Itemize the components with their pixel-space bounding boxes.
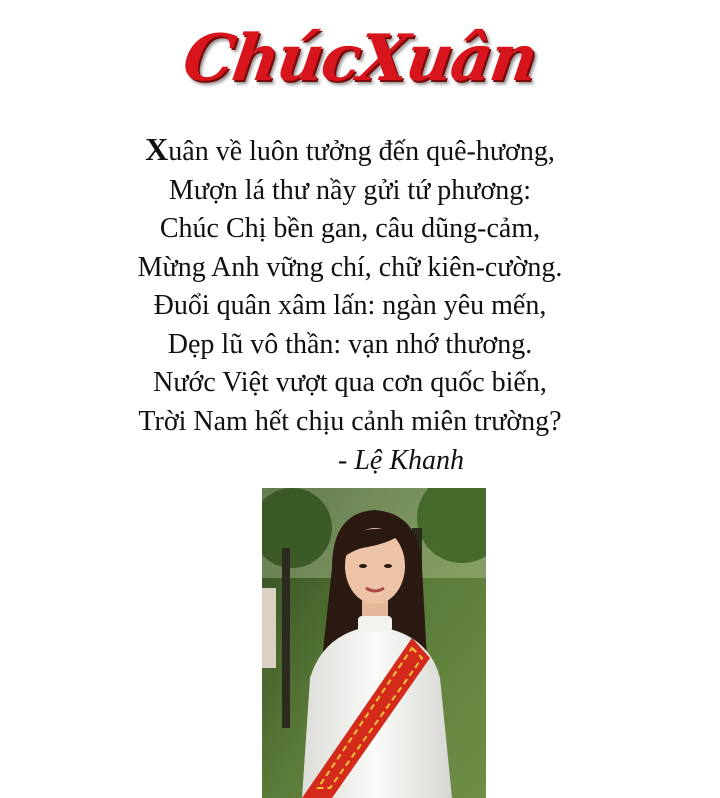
title-logo: ChúcXuân [179,21,541,96]
drop-cap: X [145,131,169,167]
poem-line: Trời Nam hết chịu cảnh miên trường? [138,405,562,437]
poem-line-text: uân về luôn tưởng đến quê-hương, [168,136,555,167]
poem-line: Nước Việt vượt qua cơn quốc biến, [153,367,547,398]
portrait-photo [262,488,486,798]
poem-line: Chúc Chị bền gan, câu dũng-cảm, [159,213,541,244]
author-name: Lệ Khanh [354,445,465,476]
author-dash: - [338,445,355,476]
poem-author [338,443,464,479]
poem [0,130,700,441]
poem-line: Mừng Anh vững chí, chữ kiên-cường. [137,251,563,283]
poem-line: Đuổi quân xâm lấn: ngàn yêu mến, [153,290,547,321]
poem-line: Mượn lá thư nầy gửi tứ phương: [168,174,532,206]
poem-line: Dẹp lũ vô thần: vạn nhớ thương. [167,328,533,360]
poem-line [0,130,700,172]
portrait-illustration [262,488,486,798]
title-area [0,14,720,104]
